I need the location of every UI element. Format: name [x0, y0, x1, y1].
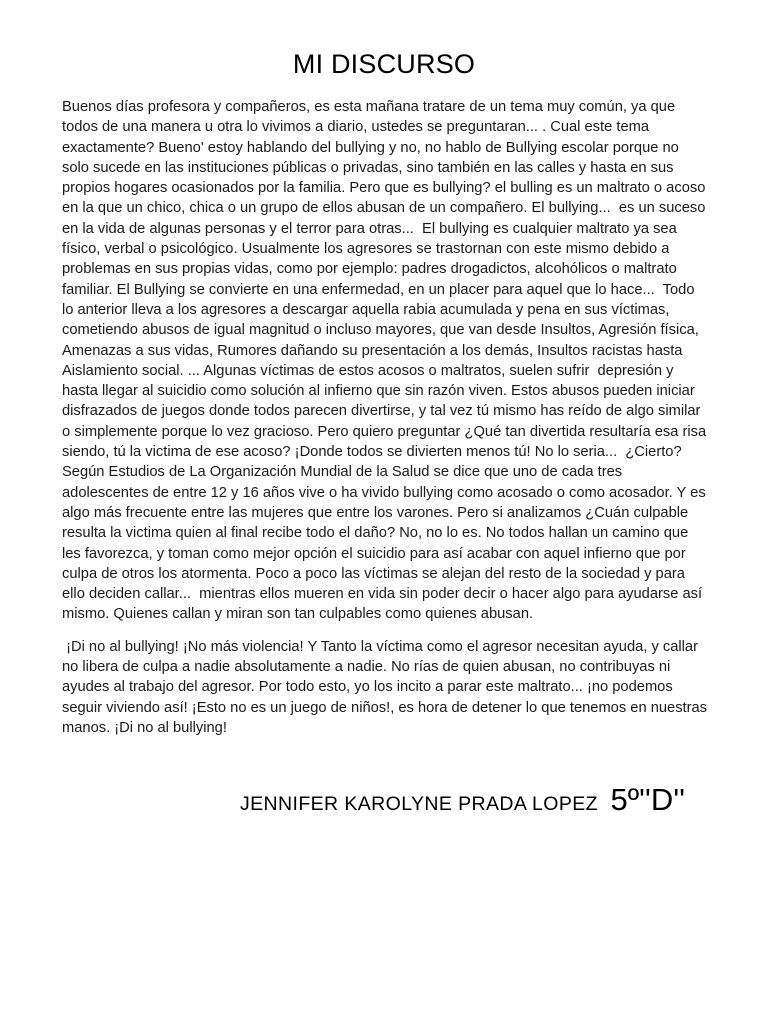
document-body — [62, 97, 712, 738]
paragraph-2: ¡Di no al bullying! ¡No más violencia! Y Tanto la víctima como el agresor necesitan ayuda, y callar no libera de culpa a nadie absolutamente a nadie. No rías de quien abusan, no contribuyas ni ayudes al trabajo del agresor. Por todo esto, yo los incito a parar este maltrato... ¡no podemos seguir viviendo así! ¡Esto no es un juego de niños!, es hora de detener lo que tenemos en nuestras manos. ¡Di no al bullying! — [62, 638, 712, 736]
author-grade: 5º''D'' — [610, 782, 686, 817]
author-name: JENNIFER KAROLYNE PRADA LOPEZ — [240, 793, 598, 815]
signature-line — [240, 782, 710, 818]
paragraph-1: Buenos días profesora y compañeros, es esta mañana tratare de un tema muy común, ya que todos de una manera u otra lo vivimos a diario, ustedes se preguntaran... . Cual este tema exactamente? Bueno' estoy hablando del bullying y no, no hablo de Bullying escolar porque no solo sucede en las instituciones públicas o privadas, sino también en las calles y hasta en sus propios hogares ocasionados por la familia. Pero que es bullying? el bulling es un maltrato o acoso en la que un chico, chica o un grupo de ellos abusan de un compañero. El bullying... es un suceso en la vida de algunas personas y el terror para otras... El bullying es cualquier maltrato ya sea físico, verbal o psicológico. Usualmente los agresores se trastornan con este mismo debido a problemas en sus propias vidas, como por ejemplo: padres drogadictos, alcohólicos o maltrato familiar. El Bullying se convierte en una enfermedad, en un placer para aquel que lo hace... Todo lo anterior lleva a los agresores a descargar aquella rabia acumulada y pena en sus víctimas, cometiendo abusos de igual magnitud o incluso mayores, que van desde Insultos, Agresión física, Amenazas a sus vidas, Rumores dañando su presentación a los demás, Insultos racistas hasta Aislamiento social. ... Algunas víctimas de estos acosos o maltratos, suelen sufrir depresión y hasta llegar al suicidio como solución al infierno que sin razón viven. Estos abusos pueden iniciar disfrazados de juegos donde todos parecen divertirse, y tal vez tú mismo has reído de algo similar o simplemente porque lo vez gracioso. Pero quiero preguntar ¿Qué tan divertida resultaría esa risa siendo, tú la victima de ese acoso? ¡Donde todos se divierten menos tú! No lo seria... ¿Cierto? Según Estudios de La Organización Mundial de la Salud se dice que uno de cada tres adolescentes de entre 12 y 16 años vive o ha vivido bullying como acosado o como acosador. Y es algo más frecuente entre las mujeres que entre los varones. Pero si analizamos ¿Cuán culpable resulta la victima quien al final recibe todo el daño? No, no lo es. No todos hallan un camino que les favorezca, y toman como mejor opción el suicidio para así acabar con aquel infierno que por culpa de otros los atormenta. Poco a poco las víctimas se alejan del resto de la sociedad y para ello deciden callar... mientras ellos mueren en vida sin poder decir o hacer algo para ayudarse así mismo. Quienes callan y miran son tan culpables como quienes abusan. — [62, 99, 711, 623]
document-title: MI DISCURSO — [292, 49, 476, 79]
